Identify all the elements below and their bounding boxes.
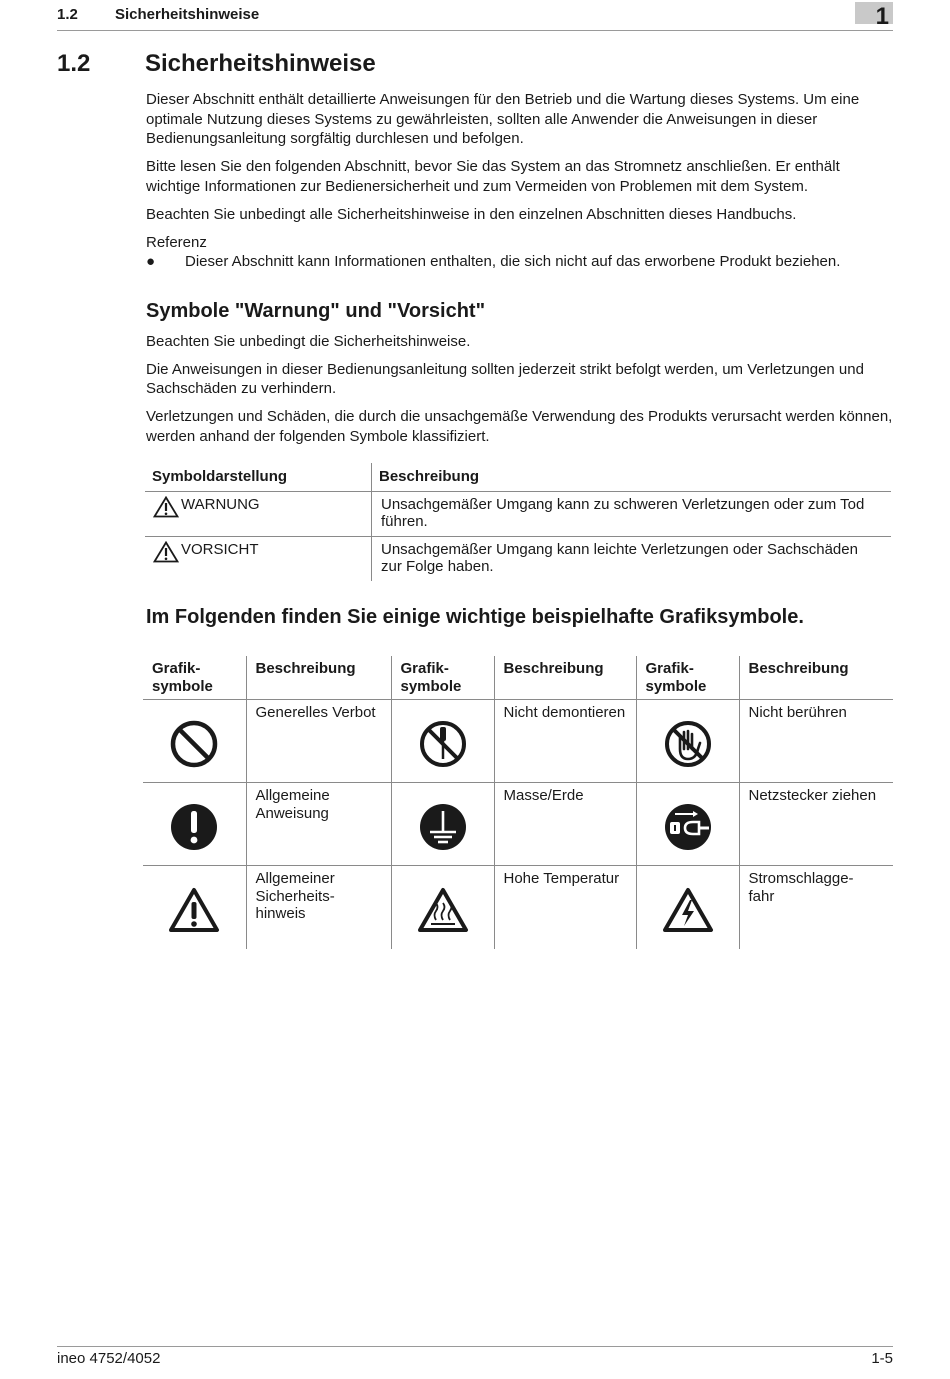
- reference-bullet: [146, 252, 894, 272]
- hot-surface-icon: [417, 887, 469, 933]
- graphics-section-title: Im Folgenden finden Sie einige wichtige beispielhafte Grafiksymbole.: [146, 605, 804, 628]
- general-caution-icon: [168, 887, 220, 933]
- footer-model: ineo 4752/4052: [57, 1350, 161, 1367]
- intro-paragraph-3: Beachten Sie unbedingt alle Sicherheitshinweise in den einzelnen Abschnitten dieses Handbuchs.: [146, 205, 797, 223]
- unplug-icon: [663, 802, 713, 852]
- table-row: [145, 491, 891, 536]
- page-body: [146, 90, 894, 629]
- table-row: [143, 783, 893, 866]
- symbol-description: Allgemeiner Sicherheits- hinweis: [246, 866, 391, 949]
- column-header-graphic-symbol: Grafik- symbole: [143, 656, 246, 700]
- column-header-symbol: Symboldarstellung: [145, 463, 372, 491]
- bullet-dot: ●: [146, 253, 156, 270]
- warning-section-title: Symbole "Warnung" und "Vorsicht": [146, 299, 486, 322]
- column-header-description: Beschreibung: [739, 656, 893, 700]
- column-header-description: Beschreibung: [372, 463, 892, 491]
- signal-word-warning: WARNUNG: [181, 495, 260, 513]
- symbol-description: Allgemeine Anweisung: [246, 783, 391, 866]
- symbol-description: Netzstecker ziehen: [739, 783, 893, 866]
- footer-page-number: 1-5: [871, 1350, 893, 1367]
- column-header-description: Beschreibung: [494, 656, 636, 700]
- running-header: [57, 4, 893, 31]
- signal-word-caution: VORSICHT: [181, 540, 259, 558]
- symbol-description: Nicht berühren: [739, 700, 893, 783]
- column-header-graphic-symbol: Grafik- symbole: [636, 656, 739, 700]
- electric-shock-icon: [662, 887, 714, 933]
- symbol-description: Nicht demontieren: [494, 700, 636, 783]
- ground-icon: [418, 802, 468, 852]
- symbol-description: Hohe Temperatur: [494, 866, 636, 949]
- warning-paragraph-3: Verletzungen und Schäden, die durch die unsachgemäße Verwendung des Produkts verursacht werden können, werden anhand der folgenden Symbole klassifiziert.: [146, 408, 893, 445]
- mandatory-action-icon: [169, 802, 219, 852]
- no-disassembly-icon: [418, 719, 468, 769]
- do-not-touch-icon: [663, 719, 713, 769]
- header-section-number: 1.2: [57, 6, 78, 23]
- signal-word-table: [145, 463, 891, 581]
- warning-triangle-icon: [153, 541, 179, 563]
- warning-description: Unsachgemäßer Umgang kann zu schweren Verletzungen oder zum Tod führen.: [372, 491, 892, 536]
- table-row: [143, 866, 893, 949]
- column-header-description: Beschreibung: [246, 656, 391, 700]
- reference-bullet-text: Dieser Abschnitt kann Informationen enthalten, die sich nicht auf das erworbene Produkt beziehen.: [185, 253, 841, 270]
- symbol-description: Stromschlagge- fahr: [739, 866, 893, 949]
- column-header-graphic-symbol: Grafik- symbole: [391, 656, 494, 700]
- warning-paragraph-1: Beachten Sie unbedingt die Sicherheitshinweise.: [146, 332, 471, 350]
- table-row: [145, 536, 891, 581]
- section-heading: [57, 50, 376, 78]
- caution-description: Unsachgemäßer Umgang kann leichte Verletzungen oder Sachschäden zur Folge haben.: [381, 540, 858, 575]
- reference-label: Referenz: [146, 233, 207, 251]
- graphic-symbols-table: [143, 656, 893, 949]
- warning-triangle-icon: [153, 496, 179, 518]
- prohibition-icon: [169, 719, 219, 769]
- symbol-description: Masse/Erde: [494, 783, 636, 866]
- table-row: [143, 700, 893, 783]
- section-number: 1.2: [57, 50, 91, 77]
- page-footer: [57, 1346, 893, 1367]
- intro-paragraph-2: Bitte lesen Sie den folgenden Abschnitt, bevor Sie das System an das Stromnetz anschließen. Er enthält wichtige Informationen zur Bedienersicherheit und zum Vermeiden von Problemen mit dem System.: [146, 158, 840, 195]
- header-section-title: Sicherheitshinweise: [115, 6, 260, 23]
- chapter-tab: 1: [855, 2, 893, 24]
- warning-paragraph-2: Die Anweisungen in dieser Bedienungsanleitung sollten jederzeit strikt befolgt werden, um Verletzungen und Sachschäden zu verhindern.: [146, 360, 864, 397]
- symbol-description: Generelles Verbot: [246, 700, 391, 783]
- intro-paragraph-1: Dieser Abschnitt enthält detaillierte Anweisungen für den Betrieb und die Wartung dieses Systems. Um eine optimale Nutzung dieses Systems zu gewährleisten, sollten alle Anwender die Anweisungen in dieser Bedienungsanleitung sorgfältig durchlesen und befolgen.: [146, 91, 860, 147]
- section-title: Sicherheitshinweise: [145, 50, 376, 77]
